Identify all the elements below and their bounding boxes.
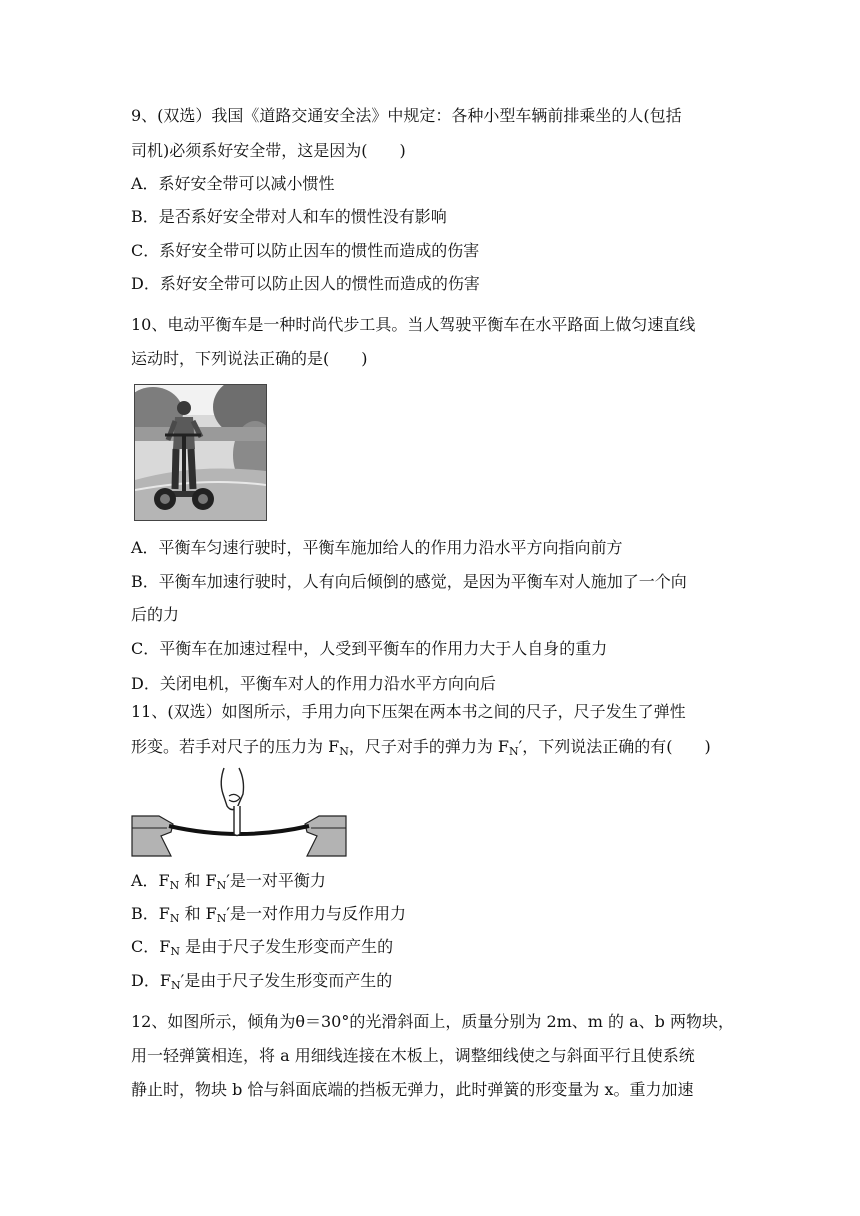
q10-option-b-line1: B．平衡车加速行驶时，人有向后倾倒的感觉，是因为平衡车对人施加了一个向 — [131, 572, 687, 591]
q9-stem-line2: 司机)必须系好安全带，这是因为( ) — [131, 141, 406, 160]
q11-stem-line2: 形变。若手对尺子的压力为 $F_N$，尺子对手的弹力为 $F_N'$，下列说法正确的有( ) — [131, 737, 711, 758]
q10-option-b-line2: 后的力 — [131, 605, 180, 624]
q10-option-c: C．平衡车在加速过程中，人受到平衡车的作用力大于人自身的重力 — [131, 639, 608, 658]
q11-stem-line1: 11、(双选）如图所示，手用力向下压架在两本书之间的尺子，尺子发生了弹性 — [131, 702, 686, 721]
q10-option-d: D．关闭电机，平衡车对人的作用力沿水平方向向后 — [131, 674, 496, 693]
q11-option-d: D．$F_N'$是由于尺子发生形变而产生的 — [131, 971, 393, 992]
q9-option-a: A．系好安全带可以减小惯性 — [131, 174, 335, 193]
q10-stem-line2: 运动时，下列说法正确的是( ) — [131, 349, 368, 368]
q9-option-b: B．是否系好安全带对人和车的惯性没有影响 — [131, 207, 447, 226]
balance-scooter-illustration — [135, 385, 266, 520]
q10-stem-line1: 10、电动平衡车是一种时尚代步工具。当人驾驶平衡车在水平路面上做匀速直线 — [131, 315, 696, 334]
q12-stem-line3: 静止时，物块 b 恰与斜面底端的挡板无弹力，此时弹簧的形变量为 x。重力加速 — [131, 1080, 694, 1099]
q9-option-d: D．系好安全带可以防止因人的惯性而造成的伤害 — [131, 274, 480, 293]
q11-option-b: B．$F_N$ 和 $F_N'$是一对作用力与反作用力 — [131, 904, 407, 925]
q11-option-c: C．$F_N$ 是由于尺子发生形变而产生的 — [131, 937, 394, 958]
ruler-hand-illustration — [131, 766, 347, 858]
q11-option-a: A．$F_N$ 和 $F_N'$是一对平衡力 — [131, 871, 326, 892]
q9-option-c: C．系好安全带可以防止因车的惯性而造成的伤害 — [131, 241, 480, 260]
q12-stem-line1: 12、如图所示，倾角为θ＝30°的光滑斜面上，质量分别为 2m、m 的 a、b 两物块， — [131, 1012, 735, 1031]
q10-option-a: A．平衡车匀速行驶时，平衡车施加给人的作用力沿水平方向指向前方 — [131, 538, 623, 557]
q12-stem-line2: 用一轻弹簧相连，将 a 用细线连接在木板上，调整细线使之与斜面平行且使系统 — [131, 1046, 695, 1065]
q9-stem-line1: 9、(双选）我国《道路交通安全法》中规定：各种小型车辆前排乘坐的人(包括 — [131, 106, 682, 125]
ruler-between-books-figure — [131, 766, 347, 858]
balance-scooter-photo — [134, 384, 267, 521]
